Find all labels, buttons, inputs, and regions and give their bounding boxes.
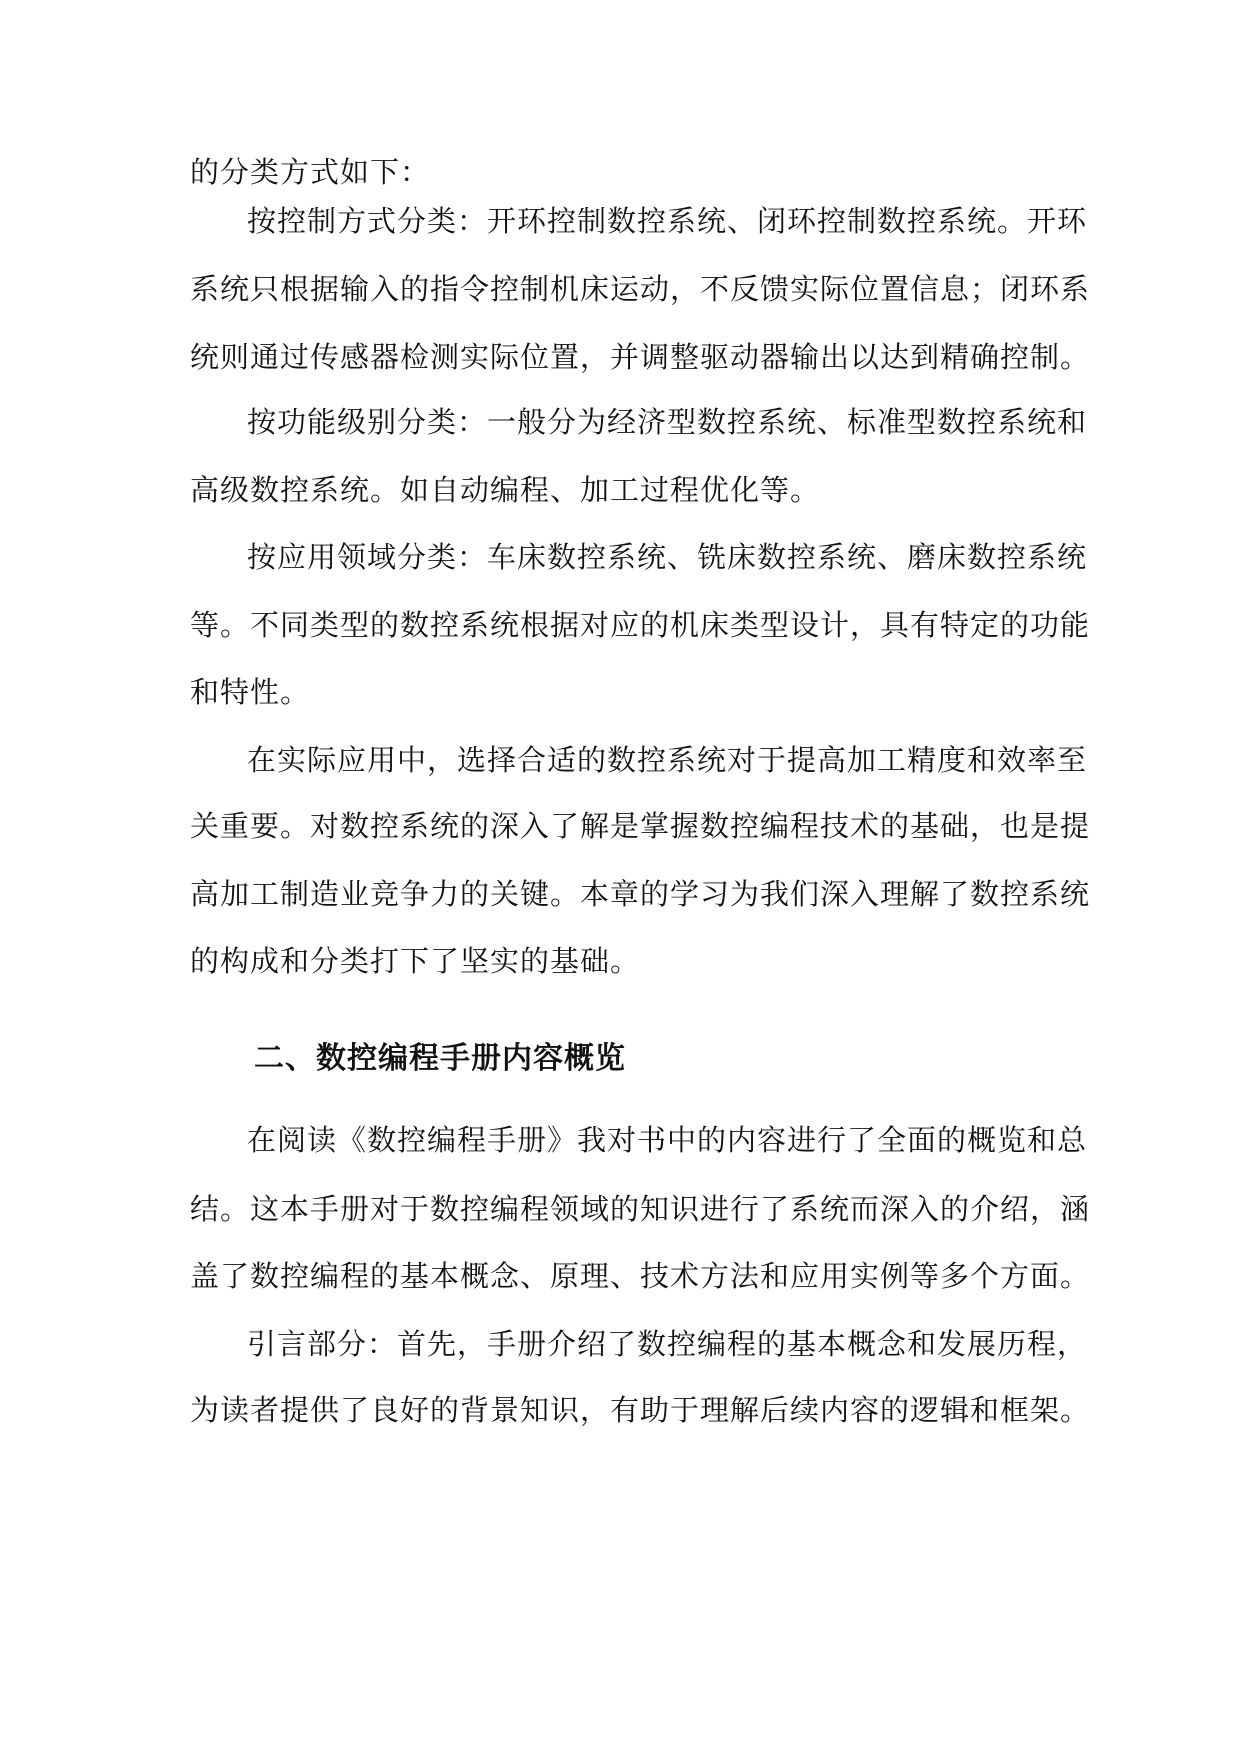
paragraph-line: 结。这本手册对于数控编程领域的知识进行了系统而深入的介绍，涵 — [190, 1192, 1091, 1226]
paragraph-line: 按功能级别分类：一般分为经济型数控系统、标准型数控系统和 — [247, 405, 1088, 439]
paragraph-line: 的分类方式如下： — [190, 155, 431, 189]
paragraph-line: 的构成和分类打下了坚实的基础。 — [190, 944, 641, 978]
paragraph-line: 引言部分：首先，手册介绍了数控编程的基本概念和发展历程， — [247, 1327, 1088, 1361]
paragraph-line: 等。不同类型的数控系统根据对应的机床类型设计，具有特定的功能 — [190, 608, 1091, 642]
paragraph-line: 关重要。对数控系统的深入了解是掌握数控编程技术的基础，也是提 — [190, 809, 1091, 843]
paragraph-line: 系统只根据输入的指令控制机床运动，不反馈实际位置信息；闭环系 — [190, 272, 1091, 306]
paragraph-line: 为读者提供了良好的背景知识，有助于理解后续内容的逻辑和框架。 — [190, 1393, 1091, 1427]
section-heading: 二、数控编程手册内容概览 — [254, 1041, 626, 1076]
paragraph-line: 在阅读《数控编程手册》我对书中的内容进行了全面的概览和总 — [247, 1123, 1088, 1157]
paragraph-line: 统则通过传感器检测实际位置，并调整驱动器输出以达到精确控制。 — [190, 340, 1091, 374]
paragraph-line: 高级数控系统。如自动编程、加工过程优化等。 — [190, 473, 821, 507]
paragraph-line: 在实际应用中，选择合适的数控系统对于提高加工精度和效率至 — [247, 743, 1088, 777]
paragraph-line: 按控制方式分类：开环控制数控系统、闭环控制数控系统。开环 — [247, 204, 1088, 238]
paragraph-line: 和特性。 — [190, 675, 311, 709]
paragraph-line: 盖了数控编程的基本概念、原理、技术方法和应用实例等多个方面。 — [190, 1259, 1091, 1293]
paragraph-line: 高加工制造业竞争力的关键。本章的学习为我们深入理解了数控系统 — [190, 877, 1091, 911]
paragraph-line: 按应用领域分类：车床数控系统、铣床数控系统、磨床数控系统 — [247, 540, 1088, 574]
